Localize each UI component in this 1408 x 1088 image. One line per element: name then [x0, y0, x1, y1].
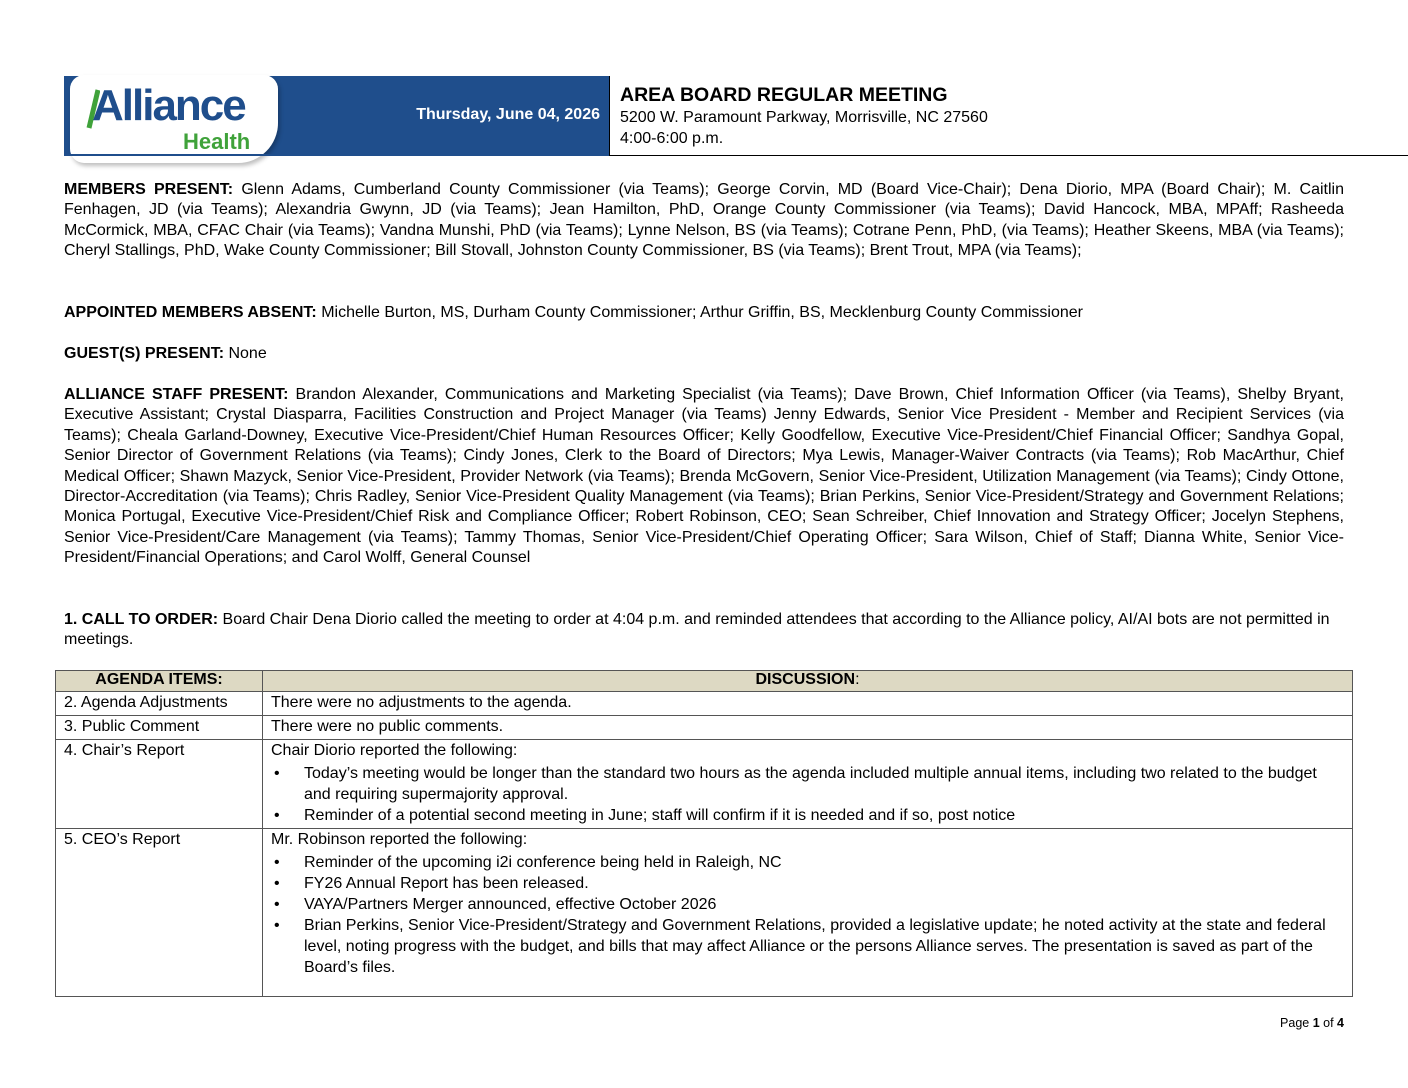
agenda-item: 3. Public Comment [56, 716, 263, 740]
discussion-bullets [271, 852, 1346, 978]
discussion-text: Mr. Robinson reported the following: [271, 831, 528, 848]
table-row [56, 740, 1353, 829]
discussion-header [263, 671, 1353, 692]
discussion-text: There were no public comments. [263, 716, 1353, 740]
list-item: • Reminder of the upcoming i2i conference being held in Raleigh, NC [271, 852, 1346, 873]
members-label: MEMBERS PRESENT: [64, 181, 234, 198]
members-present [64, 180, 1344, 262]
agenda-table [55, 670, 1353, 997]
absent-label: APPOINTED MEMBERS ABSENT: [64, 304, 317, 321]
members-list: Glenn Adams, Cumberland County Commissioner (via Teams); George Corvin, MD (Board Vice-Chair); Dena Diorio, MPA (Board Chair); M. Caitlin Fenhagen, JD (via Teams); Alexandria Gwynn, JD (via Teams); Jean Hamilton, PhD, Orange County Commissioner (via Teams); David Hancock, MBA, MPAff; Rasheeda McCormick, MBA, CFAC Chair (via Teams); Vandna Munshi, PhD (via Teams); Lynne Nelson, BS (via Teams); Cotrane Penn, PhD, (via Teams); Heather Skeens, MBA (via Teams); Cheryl Stallings, PhD, Wake County Commissioner; Bill Stovall, Johnston County Commissioner, BS (via Teams); Brent Trout, MPA (via Teams); [64, 181, 1344, 260]
table-row [56, 716, 1353, 740]
discussion-header-label: DISCUSSION [755, 671, 856, 688]
header-vertical-divider [609, 76, 610, 156]
logo-wordmark: Alliance [92, 81, 245, 130]
discussion-cell [263, 740, 1353, 829]
staff-label: ALLIANCE STAFF PRESENT: [64, 386, 289, 403]
page-label: Page [1280, 1016, 1313, 1030]
meeting-title: AREA BOARD REGULAR MEETING [620, 84, 948, 106]
list-item: • Reminder of a potential second meeting in June; staff will confirm if it is needed and if so, post notice [271, 805, 1346, 826]
list-item: • FY26 Annual Report has been released. [271, 873, 1346, 894]
discussion-bullets [271, 763, 1346, 826]
list-item: • Brian Perkins, Senior Vice-President/Strategy and Government Relations, provided a legislative update; he noted activity at the state and federal level, noting progress with the budget, and bills that may affect Alliance or the persons Alliance serves. The presentation is saved as part of the Board’s files. [271, 915, 1346, 978]
list-item: • VAYA/Partners Merger announced, effective October 2026 [271, 894, 1346, 915]
absent-list: Michelle Burton, MS, Durham County Commissioner; Arthur Griffin, BS, Mecklenburg County Commissioner [316, 304, 1083, 321]
agenda-item: 2. Agenda Adjustments [56, 692, 263, 716]
staff-list: Brandon Alexander, Communications and Marketing Specialist (via Teams); Dave Brown, Chief Information Officer (via Teams), Shelby Bryant, Executive Assistant; Crystal Diasparra, Facilities Construction and Project Manager (via Teams) Jenny Edwards, Senior Vice President - Member and Recipient Services (via Teams); Cheala Garland-Downey, Executive Vice-President/Chief Human Resources Officer; Kelly Goodfellow, Executive Vice-President/Chief Financial Officer; Sandhya Gopal, Senior Director of Government Relations (via Teams); Cindy Jones, Clerk to the Board of Directors; Mya Lewis, Manager-Waiver Contracts (via Teams); Rob MacArthur, Chief Medical Officer; Shawn Mazyck, Senior Vice-President, Provider Network (via Teams); Brenda McGovern, Senior Vice-President, Utilization Management (via Teams); Cindy Ottone, Director-Accreditation (via Teams); Chris Radley, Senior Vice-President Quality Management (via Teams); Brian Perkins, Senior Vice-President/Strategy and Government Relations; Monica Portugal, Executive Vice-President/Chief Risk and Compliance Officer; Robert Robinson, CEO; Sean Schreiber, Chief Innovation and Strategy Officer; Jocelyn Stephens, Senior Vice-President/Care Management (via Teams); Tammy Thomas, Senior Vice-President/Chief Operating Officer; Sara Wilson, Chief of Staff; Dianna White, Senior Vice-President/Financial Operations; and Carol Wolff, General Counsel [64, 386, 1344, 567]
list-item: • Today’s meeting would be longer than the standard two hours as the agenda included multiple annual items, including two related to the budget and requiring supermajority approval. [271, 763, 1346, 805]
discussion-text: There were no adjustments to the agenda. [263, 692, 1353, 716]
table-row [56, 829, 1353, 997]
discussion-header-colon: : [855, 671, 860, 688]
header-divider-left [64, 154, 609, 156]
agenda-item: 4. Chair’s Report [56, 740, 263, 829]
meeting-date: Thursday, June 04, 2026 [416, 106, 600, 123]
table-header-row [56, 671, 1353, 692]
guest-list: None [224, 345, 267, 362]
agenda-item: 5. CEO’s Report [56, 829, 263, 997]
page-current: 1 [1312, 1016, 1320, 1030]
discussion-text: Chair Diorio reported the following: [271, 742, 518, 759]
page-of-label: of [1319, 1016, 1338, 1030]
guests-present [64, 344, 1344, 364]
discussion-cell [263, 829, 1353, 997]
page-total: 4 [1337, 1016, 1344, 1030]
meeting-address: 5200 W. Paramount Parkway, Morrisville, NC 27560 [620, 109, 988, 126]
header-divider [609, 155, 1408, 156]
page-number [1280, 1016, 1344, 1030]
staff-present [64, 385, 1344, 569]
meeting-time: 4:00-6:00 p.m. [620, 130, 724, 147]
call-text: Board Chair Dena Diorio called the meeting to order at 4:04 p.m. and reminded attendees that according to the Alliance policy, AI/AI bots are not permitted in meetings. [64, 611, 1330, 649]
guest-label: GUEST(S) PRESENT: [64, 345, 225, 362]
agenda-items-header: AGENDA ITEMS: [56, 671, 263, 692]
logo-subtitle: Health [183, 129, 251, 154]
call-label: 1. CALL TO ORDER: [64, 611, 219, 628]
table-row [56, 692, 1353, 716]
call-to-order [64, 610, 1344, 651]
members-absent [64, 303, 1344, 323]
